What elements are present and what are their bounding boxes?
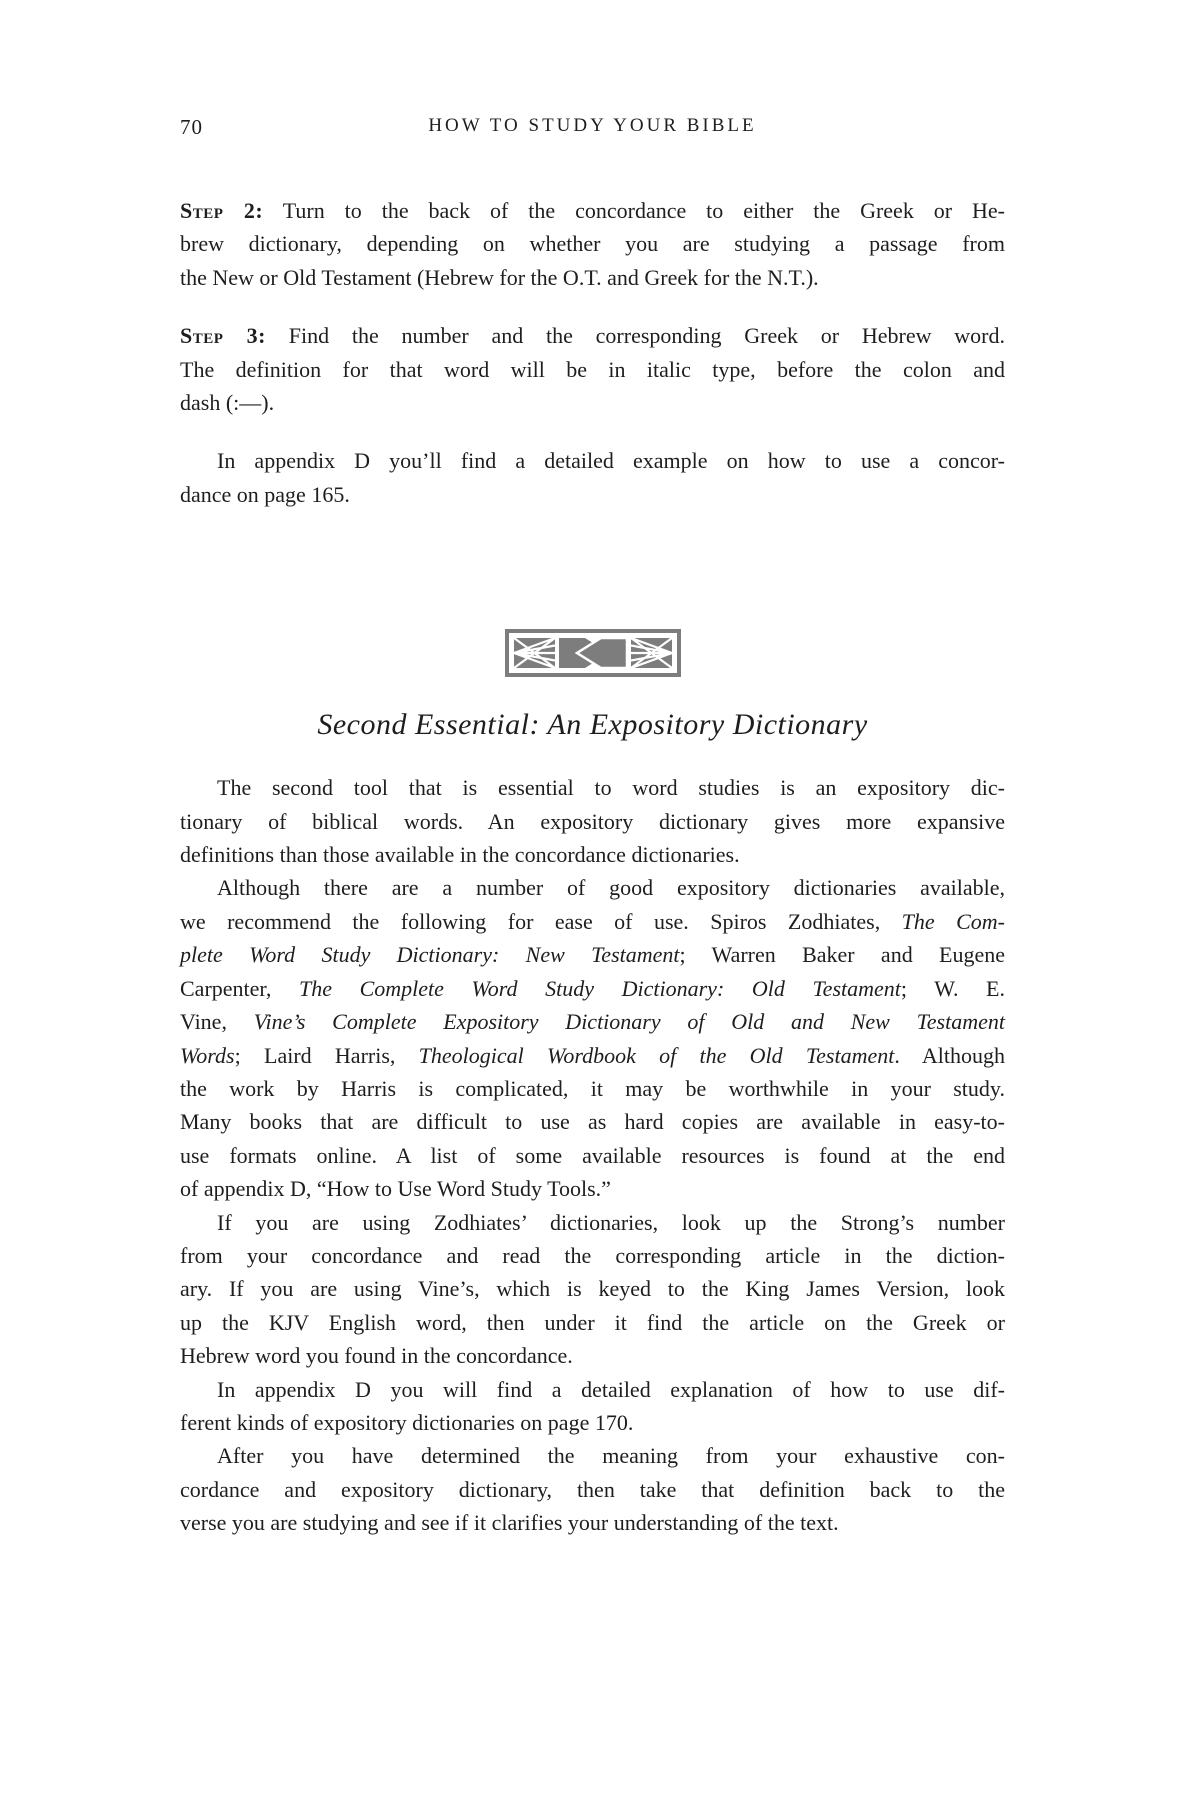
text-line — [180, 805, 1005, 838]
text-line — [180, 1406, 1005, 1439]
body-section — [180, 771, 1005, 1539]
text-line — [180, 771, 1005, 804]
section-divider — [180, 629, 1005, 677]
text-segment: The second tool that is essential to word studies is an expository dic- — [217, 775, 1005, 801]
text-line — [180, 871, 1005, 904]
text-segment: definitions than those available in the concordance dictionaries. — [180, 842, 740, 868]
text-segment: dance on page 165. — [180, 481, 350, 507]
text-line — [180, 353, 1005, 386]
text-segment: ary. If you are using Vine’s, which is keyed to the King James Version, look — [180, 1276, 1005, 1302]
text-line — [180, 1272, 1005, 1305]
paragraph — [180, 319, 1005, 419]
text-segment: of appendix D, “How to Use Word Study Tools.” — [180, 1176, 611, 1202]
paragraph — [180, 444, 1005, 511]
text-segment: ; Laird Harris, — [234, 1042, 419, 1068]
text-segment: Hebrew word you found in the concordance. — [180, 1343, 573, 1369]
italic-text: The Complete Word Study Dictionary: Old Testament — [298, 975, 901, 1001]
text-line — [180, 261, 1005, 294]
text-segment: from your concordance and read the corresponding article in the diction- — [180, 1242, 1005, 1268]
paragraph — [180, 1439, 1005, 1539]
text-line — [180, 1306, 1005, 1339]
paragraph — [180, 871, 1005, 1205]
text-line — [180, 972, 1005, 1005]
text-segment: Although there are a number of good expository dictionaries available, — [217, 875, 1005, 901]
text-segment: The definition for that word will be in italic type, before the colon and — [180, 356, 1005, 382]
text-segment: ferent kinds of expository dictionaries on page 170. — [180, 1409, 634, 1435]
page-number: 70 — [180, 115, 203, 139]
text-segment: dash (:—). — [180, 390, 275, 416]
section-heading: Second Essential: An Expository Dictionary — [317, 708, 868, 742]
text-line — [180, 1373, 1005, 1406]
text-segment: verse you are studying and see if it clarifies your understanding of the text. — [180, 1510, 839, 1536]
text-line — [180, 1105, 1005, 1138]
text-line — [180, 1172, 1005, 1205]
text-segment: brew dictionary, depending on whether you are studying a passage from — [180, 231, 1005, 257]
italic-text: Words — [180, 1042, 235, 1068]
text-line — [180, 478, 1005, 511]
text-segment: tionary of biblical words. An expository dictionary gives more expansive — [180, 808, 1005, 834]
text-line — [180, 905, 1005, 938]
italic-text: Vine’s Complete Expository Dictionary of Old and New Testament — [253, 1009, 1005, 1035]
text-segment: ; Warren Baker and Eugene — [679, 942, 1005, 968]
steps-section — [180, 194, 1005, 511]
text-line — [180, 1039, 1005, 1072]
text-line — [180, 386, 1005, 419]
text-segment: . Although — [894, 1042, 1006, 1068]
text-segment: Find the number and the corresponding Greek or Hebrew word. — [266, 323, 1005, 349]
text-line — [180, 838, 1005, 871]
text-line — [180, 444, 1005, 477]
italic-text: The Com- — [901, 908, 1006, 934]
text-segment: the work by Harris is complicated, it may be worthwhile in your study. — [180, 1075, 1005, 1101]
section-divider-ornament-icon — [505, 629, 681, 677]
text-segment: After you have determined the meaning from your exhaustive con- — [217, 1443, 1005, 1469]
text-segment: In appendix D you’ll find a detailed example on how to use a concor- — [217, 448, 1005, 474]
text-line — [180, 1005, 1005, 1038]
text-line — [180, 227, 1005, 260]
text-line — [180, 1206, 1005, 1239]
text-segment: ; W. E. — [900, 975, 1005, 1001]
text-column — [180, 112, 1005, 1540]
italic-text: Theological Wordbook of the Old Testament — [418, 1042, 895, 1068]
text-segment: If you are using Zodhiates’ dictionaries, look up the Strong’s number — [217, 1209, 1005, 1235]
step-label: Step 2: — [180, 198, 264, 223]
paragraph — [180, 1373, 1005, 1440]
text-line — [180, 1473, 1005, 1506]
text-segment: the New or Old Testament (Hebrew for the O.T. and Greek for the N.T.). — [180, 264, 819, 290]
step-label: Step 3: — [180, 323, 266, 349]
text-line — [180, 1439, 1005, 1472]
text-line — [180, 1506, 1005, 1539]
text-line — [180, 938, 1005, 971]
text-segment: use formats online. A list of some available resources is found at the end — [180, 1142, 1005, 1168]
text-segment: Carpenter, — [180, 975, 299, 1001]
text-line — [180, 1239, 1005, 1272]
text-line — [180, 1139, 1005, 1172]
paragraph — [180, 1206, 1005, 1373]
text-segment: we recommend the following for ease of use. Spiros Zodhiates, — [180, 908, 902, 934]
text-segment: cordance and expository dictionary, then take that definition back to the — [180, 1476, 1005, 1502]
text-segment: Many books that are difficult to use as hard copies are available in easy-to- — [180, 1109, 1005, 1135]
text-line — [180, 194, 1005, 227]
text-line — [180, 319, 1005, 352]
text-line — [180, 1072, 1005, 1105]
text-segment: up the KJV English word, then under it find the article on the Greek or — [180, 1309, 1005, 1335]
page-header — [180, 112, 1005, 142]
text-line — [180, 1339, 1005, 1372]
text-segment: Vine, — [180, 1009, 254, 1035]
running-head: HOW TO STUDY YOUR BIBLE — [428, 115, 757, 136]
text-segment: In appendix D you will find a detailed explanation of how to use dif- — [217, 1376, 1005, 1402]
paragraph — [180, 194, 1005, 294]
italic-text: plete Word Study Dictionary: New Testament — [180, 942, 680, 968]
text-segment: Turn to the back of the concordance to either the Greek or He- — [263, 198, 1006, 223]
paragraph — [180, 771, 1005, 871]
